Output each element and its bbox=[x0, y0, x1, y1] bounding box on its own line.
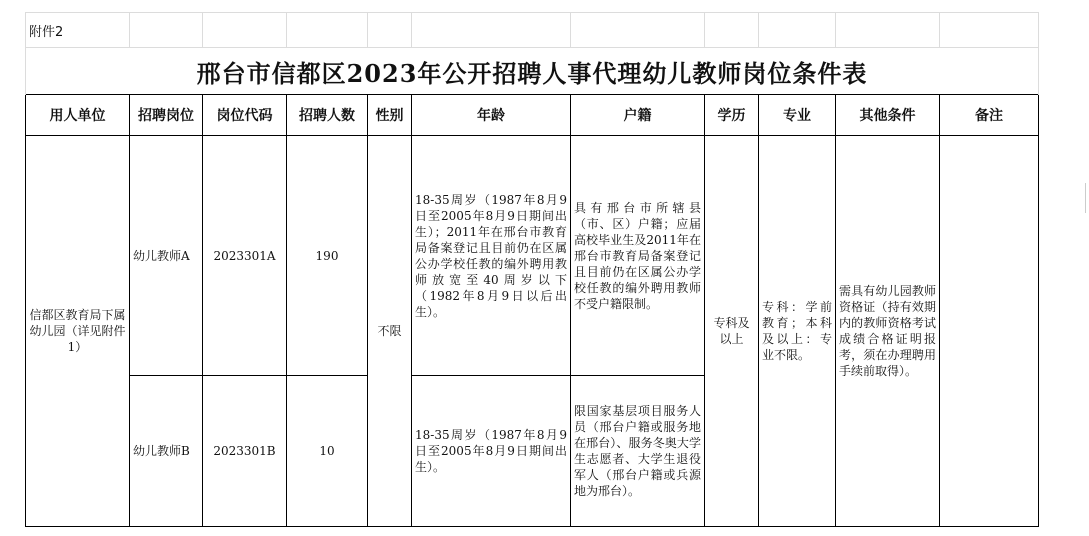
header-education[interactable]: 学历 bbox=[705, 95, 759, 136]
count-cell[interactable]: 190 bbox=[287, 136, 368, 376]
count-cell[interactable]: 10 bbox=[287, 376, 368, 527]
empty-cell[interactable] bbox=[412, 13, 571, 48]
table-title[interactable]: 邢台市信都区2023年公开招聘人事代理幼儿教师岗位条件表 bbox=[26, 48, 1039, 95]
age-cell[interactable]: 18-35周岁（1987年8月9日至2005年8月9日期间出生）；2011年在邢台市教育局备案登记且目前仍在区属公办学校任教的编外聘用教师放宽至40周岁以下（1982年8月9日以后出生）。 bbox=[412, 136, 571, 376]
household-cell[interactable]: 具有邢台市所辖县（市、区）户籍；应届高校毕业生及2011年在邢台市教育局备案登记且目前仍在区属公办学校任教的编外聘用教师不受户籍限制。 bbox=[571, 136, 705, 376]
scrollbar-edge[interactable] bbox=[1085, 183, 1089, 213]
empty-cell[interactable] bbox=[571, 13, 705, 48]
empty-cell[interactable] bbox=[836, 13, 940, 48]
empty-cell[interactable] bbox=[368, 13, 412, 48]
major-cell[interactable]: 专科：学前教育；本科及以上：专业不限。 bbox=[759, 136, 836, 527]
header-count[interactable]: 招聘人数 bbox=[287, 95, 368, 136]
empty-cell[interactable] bbox=[287, 13, 368, 48]
table-row bbox=[26, 136, 1039, 376]
education-cell[interactable]: 专科及以上 bbox=[705, 136, 759, 527]
attachment-label[interactable]: 附件2 bbox=[26, 13, 130, 48]
header-major[interactable]: 专业 bbox=[759, 95, 836, 136]
code-cell[interactable]: 2023301A bbox=[203, 136, 287, 376]
title-row bbox=[26, 48, 1039, 95]
employer-cell[interactable]: 信都区教育局下属幼儿园（详见附件1） bbox=[26, 136, 130, 527]
empty-cell[interactable] bbox=[759, 13, 836, 48]
code-cell[interactable]: 2023301B bbox=[203, 376, 287, 527]
empty-cell[interactable] bbox=[203, 13, 287, 48]
other-conditions-cell[interactable]: 需具有幼儿园教师资格证（持有效期内的教师资格考试成绩合格证明报考，须在办理聘用手续前取得）。 bbox=[836, 136, 940, 527]
header-code[interactable]: 岗位代码 bbox=[203, 95, 287, 136]
remark-cell[interactable] bbox=[940, 136, 1039, 527]
empty-cell[interactable] bbox=[130, 13, 203, 48]
header-household[interactable]: 户籍 bbox=[571, 95, 705, 136]
header-row bbox=[26, 95, 1039, 136]
header-age[interactable]: 年龄 bbox=[412, 95, 571, 136]
spreadsheet-sheet bbox=[25, 12, 1039, 527]
header-position[interactable]: 招聘岗位 bbox=[130, 95, 203, 136]
household-cell[interactable]: 限国家基层项目服务人员（邢台户籍或服务地在邢台）、服务冬奥大学生志愿者、大学生退役军人（邢台户籍或兵源地为邢台）。 bbox=[571, 376, 705, 527]
header-other[interactable]: 其他条件 bbox=[836, 95, 940, 136]
header-remark[interactable]: 备注 bbox=[940, 95, 1039, 136]
age-cell[interactable]: 18-35周岁（1987年8月9日至2005年8月9日期间出生）。 bbox=[412, 376, 571, 527]
empty-cell[interactable] bbox=[705, 13, 759, 48]
attachment-row bbox=[26, 13, 1039, 48]
gender-cell[interactable]: 不限 bbox=[368, 136, 412, 527]
position-cell[interactable]: 幼儿教师A bbox=[130, 136, 203, 376]
position-cell[interactable]: 幼儿教师B bbox=[130, 376, 203, 527]
empty-cell[interactable] bbox=[940, 13, 1039, 48]
header-gender[interactable]: 性别 bbox=[368, 95, 412, 136]
position-table bbox=[25, 12, 1039, 527]
header-employer[interactable]: 用人单位 bbox=[26, 95, 130, 136]
